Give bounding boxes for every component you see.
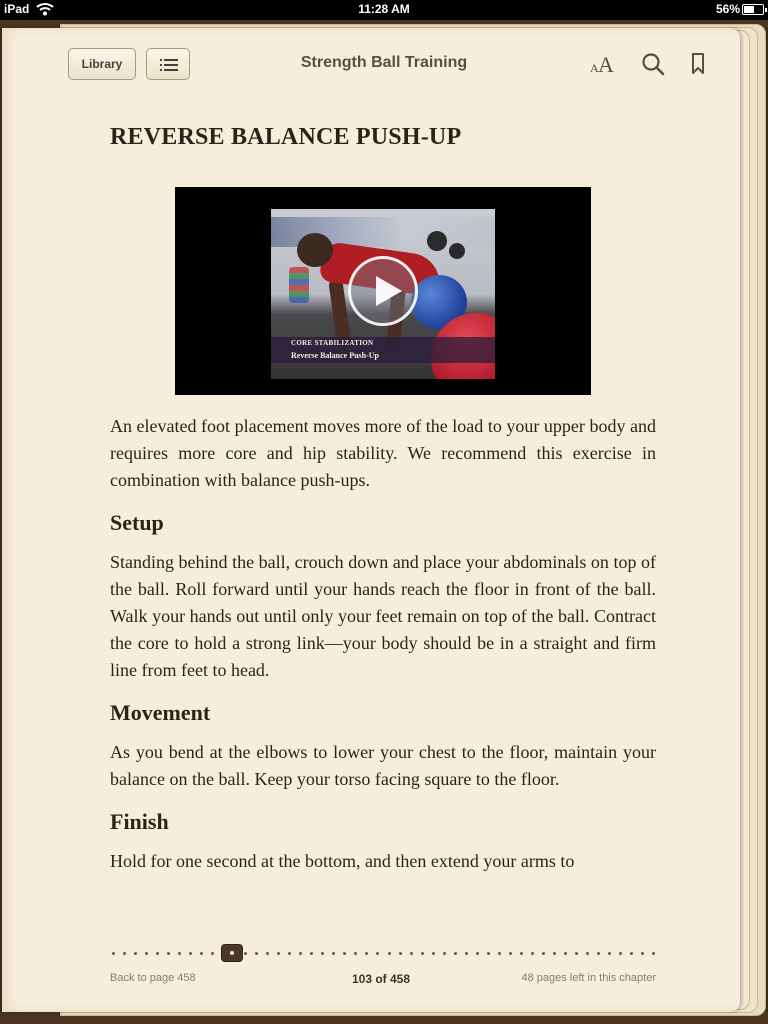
video-caption (271, 337, 495, 363)
scrubber-dot (410, 952, 413, 955)
scrubber-dot (421, 952, 424, 955)
section-text-movement: As you bend at the elbows to lower your chest to the floor, maintain your balance on the ball. Keep your torso facing square to the floor. (110, 742, 656, 789)
scrubber-dot (388, 952, 391, 955)
scrubber-dot (586, 952, 589, 955)
chapter-heading: REVERSE BALANCE PUSH-UP (110, 124, 462, 150)
section-heading-movement: Movement (110, 700, 211, 725)
scrubber-dot (619, 952, 622, 955)
scrubber-dot (365, 952, 368, 955)
scrubber-dot (564, 952, 567, 955)
scrubber-dot (476, 952, 479, 955)
scrubber-dot (343, 952, 346, 955)
scrubber-dot (299, 952, 302, 955)
scrubber-dot (432, 952, 435, 955)
scrubber-dot (575, 952, 578, 955)
section-heading-setup: Setup (110, 510, 164, 535)
scrubber-dot (321, 952, 324, 955)
scrubber-dot (200, 952, 203, 955)
scrubber-dot (288, 952, 291, 955)
scrubber-dot (652, 952, 655, 955)
scrubber-dot (332, 952, 335, 955)
scrubber-dot (167, 952, 170, 955)
clock: 11:28 AM (358, 2, 410, 16)
scrubber-dot (597, 952, 600, 955)
device-name: iPad (4, 2, 30, 16)
scrubber-thumb[interactable] (221, 944, 243, 962)
search-icon[interactable] (641, 52, 665, 76)
scrubber-dot (178, 952, 181, 955)
play-icon[interactable] (348, 256, 418, 326)
intro-paragraph: An elevated foot placement moves more of the load to your upper body and requires more core and hip stability. We recommend this exercise in combination with balance push-ups. (110, 416, 656, 490)
page-number: 103 of 458 (351, 972, 411, 986)
scrubber-dot (211, 952, 214, 955)
section-heading-finish: Finish (110, 809, 169, 834)
scrubber-dot (509, 952, 512, 955)
scrubber-dot (145, 952, 148, 955)
battery-icon (742, 4, 764, 15)
scrubber-dot (354, 952, 357, 955)
pages-left-in-chapter: 48 pages left in this chapter (521, 972, 656, 984)
section-text-finish: Hold for one second at the bottom, and then extend your arms to (110, 851, 575, 871)
page-content (110, 120, 656, 875)
scrubber-dot (255, 952, 258, 955)
scrubber-dot (189, 952, 192, 955)
scrubber-dot (465, 952, 468, 955)
video-player[interactable] (175, 187, 591, 395)
back-to-page-link[interactable]: Back to page 458 (110, 972, 196, 984)
scrubber-dot (123, 952, 126, 955)
section-text-setup: Standing behind the ball, crouch down and place your abdominals on top of the ball. Roll forward until your hands reach the floor in front of the ball. Walk your hands out until only your feet remain on top of the ball. Contract the core to hold a strong link—your body should be in a straight and firm line from feet to head. (110, 552, 656, 680)
status-bar (0, 0, 768, 20)
battery-percent: 56% (715, 2, 740, 16)
scrubber-dot (443, 952, 446, 955)
scrubber-dot (266, 952, 269, 955)
book-title: Strength Ball Training (300, 54, 468, 71)
library-button[interactable]: Library (68, 48, 136, 80)
scrubber-dot (531, 952, 534, 955)
video-caption-title: Reverse Balance Push-Up (291, 351, 379, 360)
video-caption-label: CORE STABILIZATION (291, 339, 374, 347)
scrubber-dot (454, 952, 457, 955)
scrubber-dot (487, 952, 490, 955)
scrubber-dot (244, 952, 247, 955)
scrubber-dot (542, 952, 545, 955)
scrubber-dot (277, 952, 280, 955)
scrubber-dot (641, 952, 644, 955)
scrubber-dot (498, 952, 501, 955)
font-size-icon[interactable]: A A (590, 52, 614, 77)
scrubber-dot (630, 952, 633, 955)
list-icon (160, 58, 178, 72)
page-scrubber[interactable] (110, 944, 656, 962)
scrubber-dot (156, 952, 159, 955)
bookmark-icon[interactable] (690, 53, 706, 75)
scrubber-dot (112, 952, 115, 955)
scrubber-dot (553, 952, 556, 955)
scrubber-dot (310, 952, 313, 955)
scrubber-dot (520, 952, 523, 955)
table-of-contents-button[interactable] (146, 48, 190, 80)
scrubber-dot (399, 952, 402, 955)
scrubber-dot (376, 952, 379, 955)
scrubber-dot (608, 952, 611, 955)
scrubber-dot (134, 952, 137, 955)
